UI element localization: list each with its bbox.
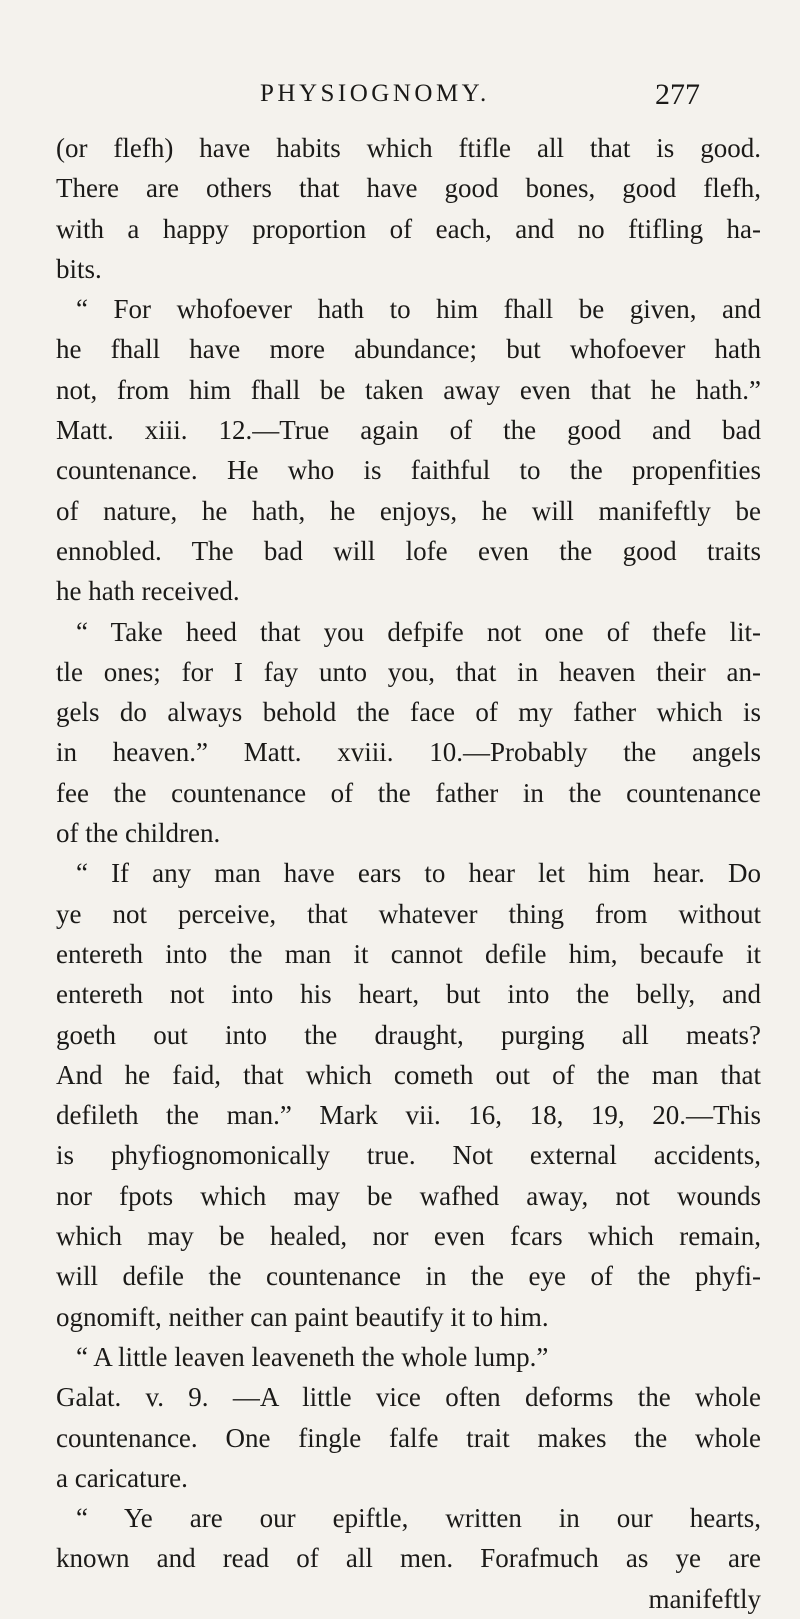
text-line: entereth into the man it cannot defile him, becaufe it (56, 938, 761, 969)
text-line: will defile the countenance in the eye of the phyfi- (56, 1261, 761, 1292)
text-line: “ Ye are our epiftle, written in our hearts, (76, 1503, 761, 1534)
text-line: (or flefh) have habits which ftifle all that is good. (56, 133, 761, 163)
text-line: “ A little leaven leaveneth the whole lump.” (76, 1341, 549, 1372)
text-line: countenance. He who is faithful to the propenfities (56, 455, 761, 486)
text-line: a caricature. (56, 1462, 188, 1493)
text-line: “ If any man have ears to hear let him hear. Do (76, 858, 761, 889)
text-line: with a happy proportion of each, and no ftifling ha- (56, 213, 761, 244)
text-line: “ For whofoever hath to him fhall be given, and (76, 294, 761, 325)
text-line: entereth not into his heart, but into the belly, and (56, 979, 761, 1010)
running-title: PHYSIOGNOMY. (260, 80, 490, 107)
text-line: bits. (56, 253, 102, 284)
text-line: of nature, he hath, he enjoys, he will manifeftly be (56, 495, 761, 526)
text-line: nor fpots which may be wafhed away, not wounds (56, 1180, 761, 1211)
text-line: countenance. One fingle falfe trait makes the whole (56, 1422, 761, 1453)
text-line: ye not perceive, that whatever thing from without (56, 898, 761, 929)
text-line: he hath received. (56, 576, 240, 607)
text-line: There are others that have good bones, good flefh, (56, 173, 761, 204)
text-line: known and read of all men. Forafmuch as ye are (56, 1543, 761, 1574)
text-line: ennobled. The bad will lofe even the good traits (56, 535, 761, 566)
text-line: defileth the man.” Mark vii. 16, 18, 19, 20.—This (56, 1100, 761, 1131)
text-line: which may be healed, nor even fcars which remain, (56, 1221, 761, 1252)
running-head (260, 80, 760, 120)
text-line: gels do always behold the face of my father which is (56, 697, 761, 728)
text-line: ognomift, neither can paint beautify it to him. (56, 1301, 549, 1332)
text-line: Galat. v. 9. —A little vice often deforms the whole (56, 1382, 761, 1413)
text-line: of the children. (56, 818, 221, 849)
text-line: not, from him fhall be taken away even that he hath.” (56, 374, 761, 405)
page-number: 277 (655, 78, 700, 111)
body-text (56, 128, 761, 1619)
text-line: And he faid, that which cometh out of the man that (56, 1059, 761, 1090)
text-line: he fhall have more abundance; but whofoever hath (56, 334, 761, 365)
text-line: tle ones; for I fay unto you, that in heaven their an- (56, 656, 761, 687)
text-line: Matt. xiii. 12.—True again of the good and bad (56, 415, 761, 446)
text-line: “ Take heed that you defpife not one of thefe lit- (76, 616, 761, 647)
text-line: fee the countenance of the father in the countenance (56, 777, 761, 808)
text-line: is phyfiognomonically true. Not external accidents, (56, 1140, 761, 1171)
catchword: manifeftly (648, 1583, 761, 1614)
text-line: in heaven.” Matt. xviii. 10.—Probably the angels (56, 737, 761, 768)
text-line: goeth out into the draught, purging all meats? (56, 1019, 761, 1050)
